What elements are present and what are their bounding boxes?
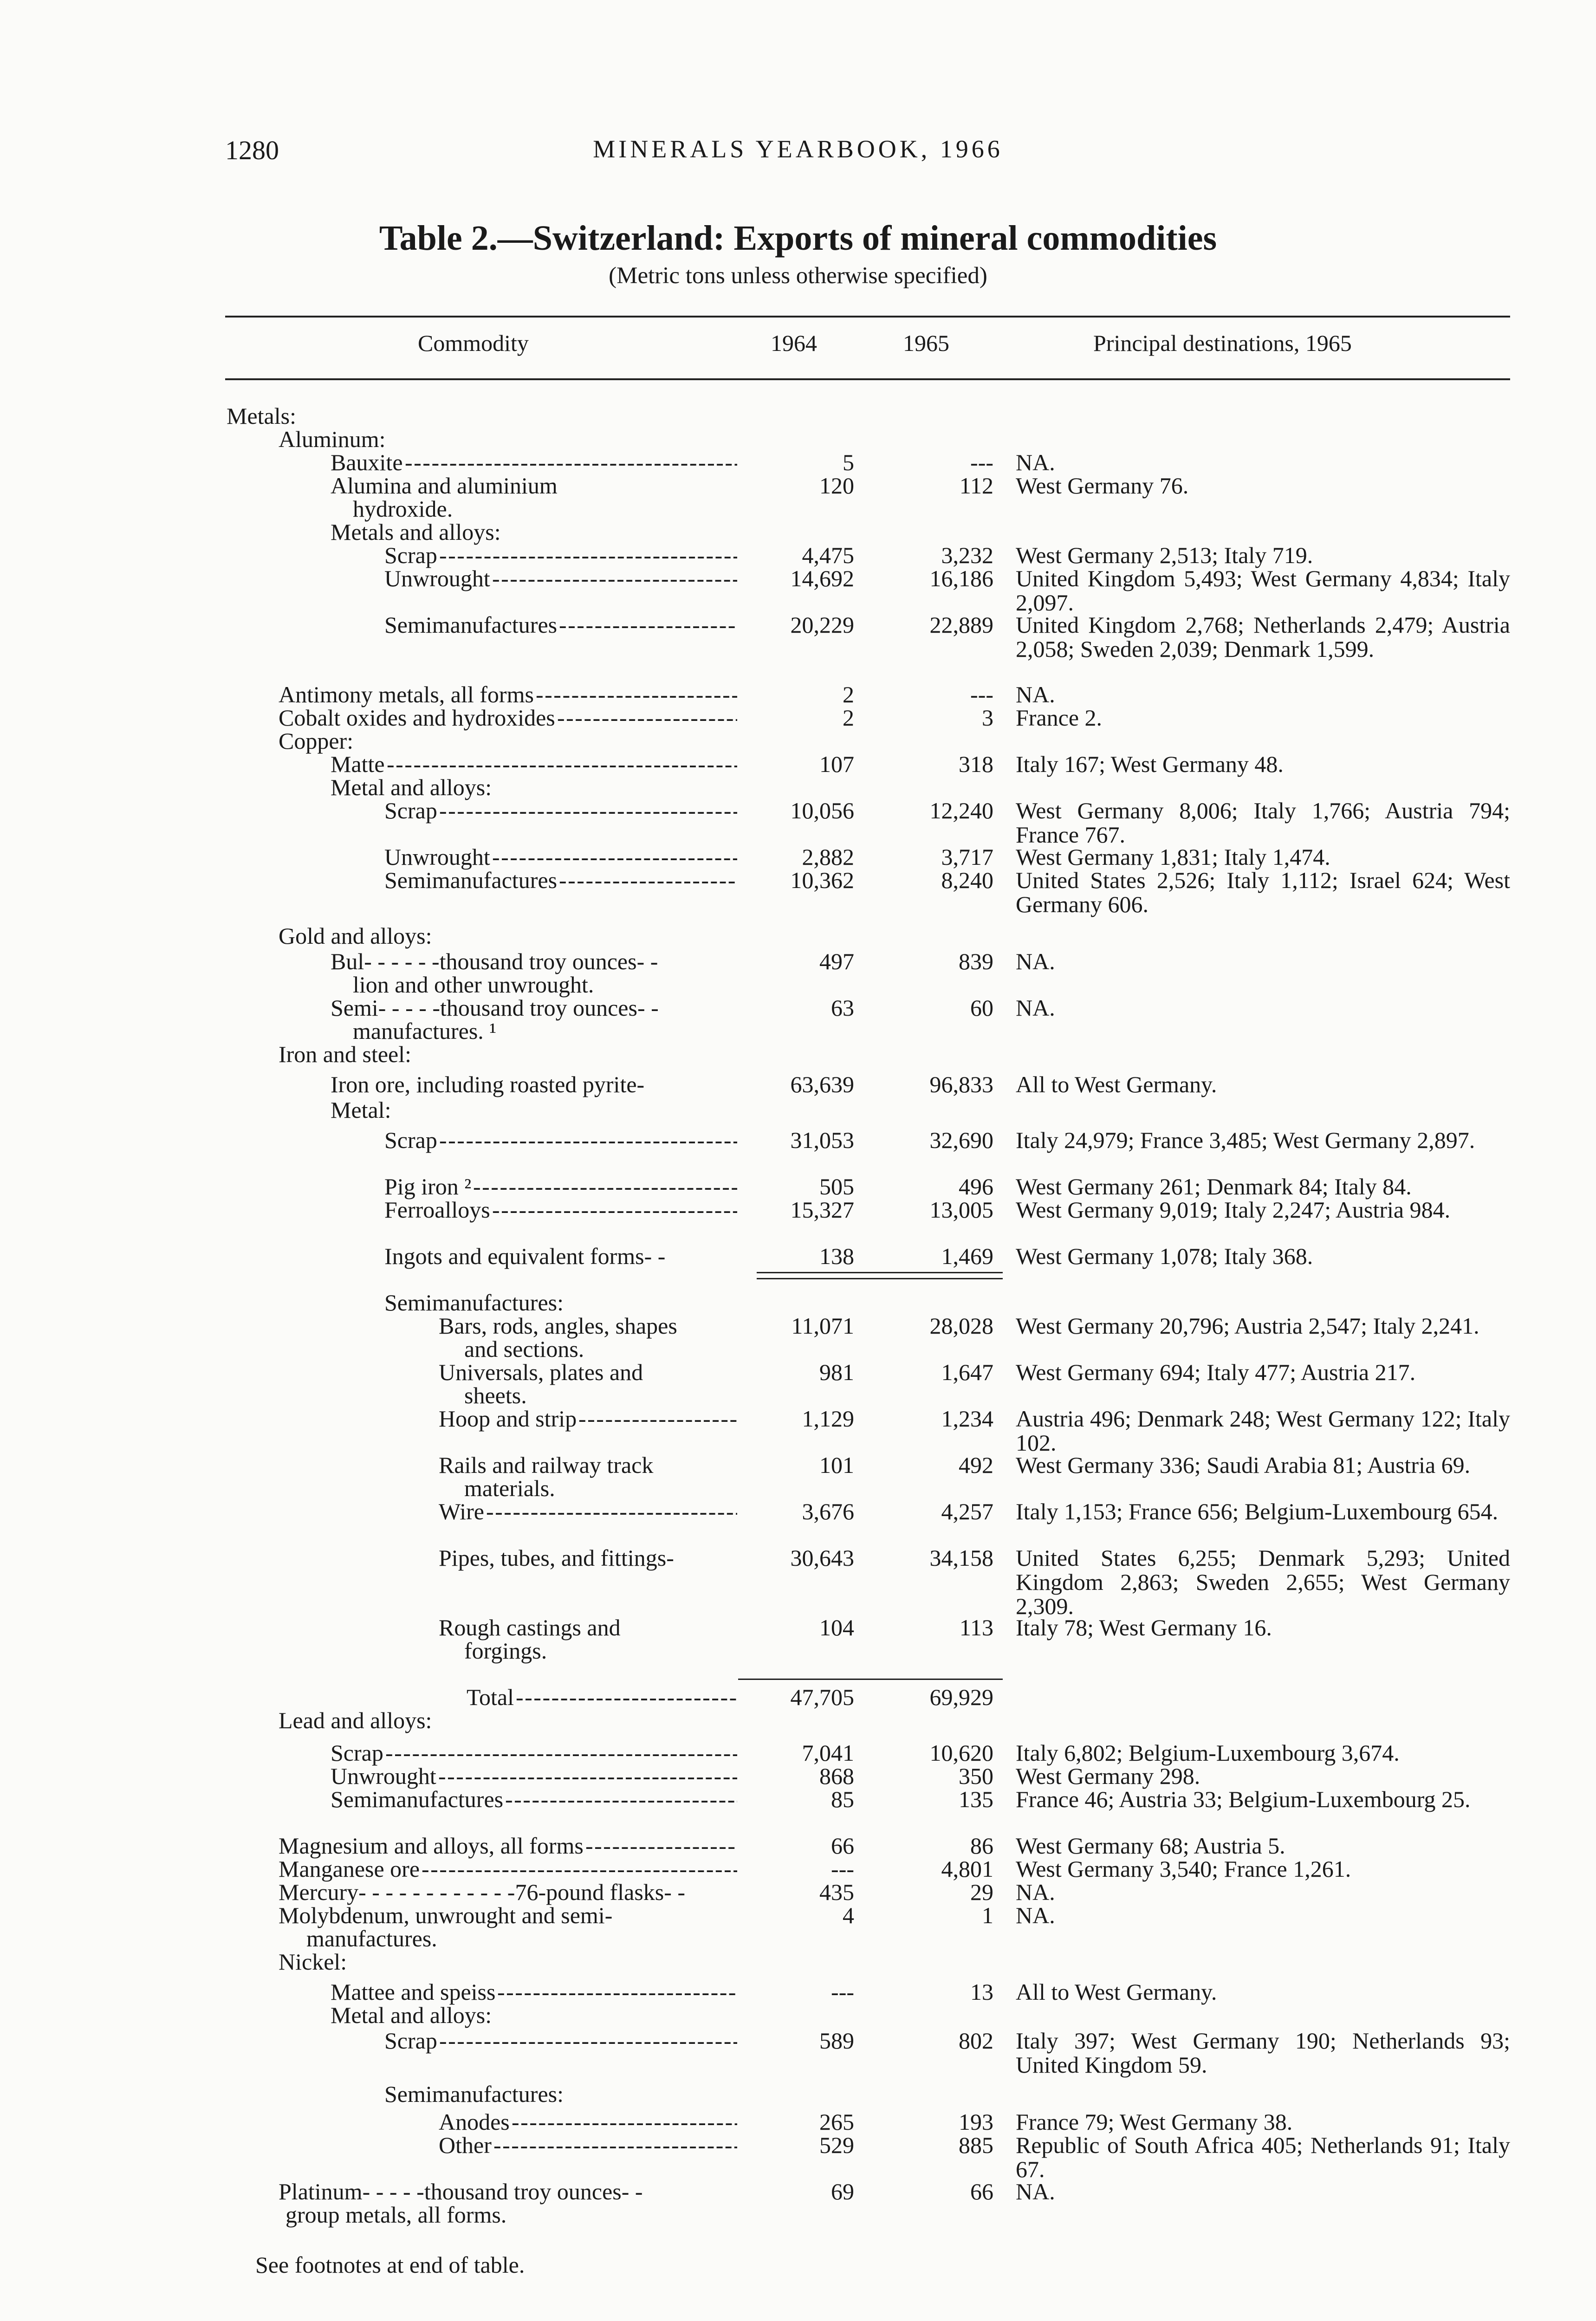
destinations-cell: Austria 496; Denmark 248; West Germany 122; Italy 102.	[1016, 1406, 1510, 1456]
table-row	[0, 797, 1596, 848]
destinations-cell: NA.	[1016, 995, 1055, 1021]
table-row	[0, 450, 1596, 474]
dot-leader	[492, 566, 737, 590]
dot-leader	[439, 1128, 737, 1152]
value-1964: 2,882	[802, 844, 854, 870]
dot-leader	[492, 1198, 737, 1222]
table-row	[0, 2203, 1596, 2227]
value-1964: 5	[843, 449, 854, 475]
destinations-cell: Italy 167; West Germany 48.	[1016, 751, 1284, 777]
destinations-cell: France 79; West Germany 38.	[1016, 2109, 1293, 2135]
destinations-cell: West Germany 8,006; Italy 1,766; Austria 794; France 767.	[1016, 797, 1510, 848]
commodity-label: forgings.	[464, 1638, 547, 1664]
commodity-label: Metals and alloys:	[331, 519, 501, 545]
commodity-label: Pipes, tubes, and fittings-	[439, 1545, 674, 1571]
value-1964: 435	[819, 1879, 854, 1905]
commodity-label: Semimanufactures	[384, 612, 558, 638]
destinations-cell: Italy 6,802; Belgium-Luxembourg 3,674.	[1016, 1740, 1400, 1766]
commodity-label: Molybdenum, unwrought and semi-	[279, 1902, 613, 1928]
value-1965: 839	[959, 948, 993, 974]
commodity-label: Lead and alloys:	[279, 1707, 432, 1733]
commodity-label: Mattee and speiss	[331, 1979, 496, 2005]
destinations-cell: NA.	[1016, 681, 1055, 707]
value-1964: 107	[819, 751, 854, 777]
value-1965: 66	[970, 2178, 993, 2204]
dot-leader	[439, 798, 737, 823]
dot-leader	[385, 1741, 737, 1765]
value-1965: 1	[982, 1902, 993, 1928]
dot-leader	[438, 1764, 737, 1788]
running-title: MINERALS YEARBOOK, 1966	[593, 135, 1003, 163]
value-1965: 8,240	[941, 867, 993, 893]
commodity-label: Ferroalloys	[384, 1197, 490, 1223]
value-1965: 1,647	[941, 1359, 993, 1385]
footnote-reference: See footnotes at end of table.	[255, 2252, 525, 2278]
destinations-cell: Italy 397; West Germany 190; Netherlands 93; United Kingdom 59.	[1016, 2028, 1510, 2078]
value-1964: 1,129	[802, 1406, 854, 1432]
dot-leader	[486, 1499, 737, 1524]
value-1964: 589	[819, 2028, 854, 2054]
commodity-label: Platinum- - - - -thousand troy ounces- -	[279, 2178, 643, 2204]
table-row	[0, 1857, 1596, 1881]
value-1964: ---	[831, 1979, 854, 2005]
ingots-sum-rule	[757, 1272, 1003, 1273]
commodity-label: Rough castings and	[439, 1614, 621, 1640]
table-row	[0, 867, 1596, 917]
value-1964: 497	[819, 948, 854, 974]
commodity-label: and sections.	[464, 1336, 584, 1362]
value-1965: 60	[970, 995, 993, 1021]
commodity-label: group metals, all forms.	[285, 2202, 507, 2228]
commodity-label: Nickel:	[279, 1949, 347, 1975]
destinations-cell: All to West Germany.	[1016, 1071, 1217, 1097]
value-1965: 802	[959, 2028, 993, 2054]
table-row	[0, 2179, 1596, 2204]
table-row	[0, 2003, 1596, 2027]
value-1965: 13	[970, 1979, 993, 2005]
ingots-sum-rule-double	[757, 1278, 1003, 1279]
table-row	[0, 1685, 1596, 1709]
table-row	[0, 1880, 1596, 1904]
value-1965: 4,801	[941, 1856, 993, 1882]
value-1964: 2	[843, 681, 854, 707]
commodity-label: Semimanufactures:	[384, 2081, 564, 2107]
value-1965: 4,257	[941, 1498, 993, 1524]
destinations-cell: West Germany 694; Italy 477; Austria 217.	[1016, 1359, 1416, 1385]
commodity-label: Ingots and equivalent forms- -	[384, 1243, 666, 1269]
value-1965: 3,232	[941, 542, 993, 568]
commodity-label: Aluminum:	[279, 426, 386, 452]
destinations-cell: All to West Germany.	[1016, 1979, 1217, 2005]
destinations-cell: NA.	[1016, 449, 1055, 475]
table-top-rule	[225, 316, 1510, 318]
table-row	[0, 924, 1596, 948]
dot-leader	[559, 868, 737, 892]
destinations-cell: Italy 24,979; France 3,485; West Germany 2,897.	[1016, 1127, 1475, 1153]
value-1964: 529	[819, 2132, 854, 2158]
value-1964: 10,362	[790, 867, 854, 893]
column-header-commodity: Commodity	[418, 330, 529, 356]
table-row	[0, 1476, 1596, 1500]
commodity-label: Unwrought	[384, 565, 490, 591]
destinations-cell: West Germany 2,513; Italy 719.	[1016, 542, 1313, 568]
value-1965: 492	[959, 1452, 993, 1478]
value-1964: 3,676	[802, 1498, 854, 1524]
value-1965: ---	[970, 681, 993, 707]
commodity-label: Semimanufactures	[384, 867, 558, 893]
value-1965: 350	[959, 1763, 993, 1789]
commodity-label: Scrap	[384, 2028, 437, 2054]
dot-leader	[439, 543, 737, 567]
destinations-cell: Italy 78; West Germany 16.	[1016, 1614, 1272, 1640]
table-row	[0, 972, 1596, 997]
commodity-label: Copper:	[279, 728, 354, 754]
table-row	[0, 682, 1596, 707]
dot-leader	[422, 1857, 737, 1881]
table-row	[0, 404, 1596, 428]
value-1964: 104	[819, 1614, 854, 1640]
value-1964: 20,229	[790, 612, 854, 638]
commodity-label: Bars, rods, angles, shapes	[439, 1313, 677, 1339]
table-row	[0, 1764, 1596, 1788]
destinations-cell: West Germany 261; Denmark 84; Italy 84.	[1016, 1173, 1412, 1199]
value-1965: 96,833	[929, 1071, 993, 1097]
value-1965: 10,620	[929, 1740, 993, 1766]
value-1965: 1,469	[941, 1243, 993, 1269]
value-1965: 28,028	[929, 1313, 993, 1339]
commodity-label: Semimanufactures	[331, 1786, 504, 1812]
table-row	[0, 1639, 1596, 1663]
commodity-label: manufactures.	[306, 1926, 437, 1951]
column-header-destinations: Principal destinations, 1965	[1093, 330, 1352, 356]
destinations-cell: France 46; Austria 33; Belgium-Luxembourg 25.	[1016, 1786, 1471, 1812]
table-row	[0, 543, 1596, 567]
value-1965: 135	[959, 1786, 993, 1812]
table-row	[0, 1128, 1596, 1152]
value-1964: 981	[819, 1359, 854, 1385]
destinations-cell: NA.	[1016, 1879, 1055, 1905]
dot-leader	[559, 613, 737, 637]
table-row	[0, 2082, 1596, 2106]
commodity-label: Semi- - - - -thousand troy ounces- -	[331, 995, 659, 1021]
destinations-cell: United States 6,255; Denmark 5,293; United Kingdom 2,863; Sweden 2,655; West Germany 2,309.	[1016, 1545, 1510, 1619]
value-1964: 63	[831, 995, 854, 1021]
commodity-label: hydroxide.	[353, 496, 453, 522]
table-row	[0, 1903, 1596, 1927]
destinations-cell: United Kingdom 2,768; Netherlands 2,479; Austria 2,058; Sweden 2,039; Denmark 1,599.	[1016, 612, 1510, 662]
value-1964: 2	[843, 705, 854, 731]
value-1964: 69	[831, 2178, 854, 2204]
table-row	[0, 1926, 1596, 1951]
value-1964: 4	[843, 1902, 854, 1928]
value-1964: 4,475	[802, 542, 854, 568]
value-1965: 32,690	[929, 1127, 993, 1153]
table-row	[0, 1174, 1596, 1199]
dot-leader	[578, 1407, 737, 1431]
table-row	[0, 1198, 1596, 1222]
table-row	[0, 1708, 1596, 1732]
value-1965: 113	[959, 1614, 993, 1640]
destinations-cell: West Germany 1,078; Italy 368.	[1016, 1243, 1313, 1269]
value-1964: 120	[819, 473, 854, 499]
destinations-cell: United States 2,526; Italy 1,112; Israel 624; West Germany 606.	[1016, 867, 1510, 917]
commodity-label: Rails and railway track	[439, 1452, 654, 1478]
value-1964: 63,639	[790, 1071, 854, 1097]
table-row	[0, 1019, 1596, 1043]
commodity-label: Scrap	[384, 1127, 437, 1153]
table-row	[0, 427, 1596, 451]
value-1964: 7,041	[802, 1740, 854, 1766]
table-row	[0, 1337, 1596, 1361]
page-number: 1280	[225, 135, 279, 165]
dot-leader	[439, 2029, 737, 2053]
destinations-cell: France 2.	[1016, 705, 1103, 731]
value-1965: 12,240	[929, 797, 993, 823]
commodity-label: Hoop and strip	[439, 1406, 577, 1432]
commodity-label: Bul- - - - - -thousand troy ounces- -	[331, 948, 658, 974]
dot-leader	[557, 706, 737, 730]
table-row	[0, 845, 1596, 869]
value-1964: 138	[819, 1243, 854, 1269]
table-row	[0, 1615, 1596, 1640]
commodity-label: Unwrought	[331, 1763, 436, 1789]
destinations-cell: West Germany 336; Saudi Arabia 81; Austria 69.	[1016, 1452, 1471, 1478]
value-1964: ---	[831, 1856, 854, 1882]
value-1965: 112	[959, 473, 993, 499]
table-row	[0, 1098, 1596, 1122]
value-1964: 15,327	[790, 1197, 854, 1223]
commodity-label: Bauxite	[331, 449, 403, 475]
table-row	[0, 1980, 1596, 2004]
table-row	[0, 729, 1596, 753]
value-1964: 868	[819, 1763, 854, 1789]
table-row	[0, 1834, 1596, 1858]
value-1965: 69,929	[929, 1684, 993, 1710]
value-1965: 193	[959, 2109, 993, 2135]
dot-leader	[405, 450, 737, 474]
commodity-label: Scrap	[331, 1740, 383, 1766]
table-row	[0, 752, 1596, 776]
table-row	[0, 612, 1596, 662]
table-row	[0, 2028, 1596, 2078]
destinations-cell: NA.	[1016, 2178, 1055, 2204]
commodity-label: Gold and alloys:	[279, 923, 432, 949]
value-1965: 13,005	[929, 1197, 993, 1223]
value-1965: 34,158	[929, 1545, 993, 1571]
commodity-label: Semimanufactures:	[384, 1290, 564, 1316]
value-1965: 29	[970, 1879, 993, 1905]
commodity-label: Metal and alloys:	[331, 2002, 492, 2028]
value-1965: 22,889	[929, 612, 993, 638]
dot-leader	[497, 1980, 737, 2004]
dot-leader	[387, 752, 737, 776]
commodity-label: Antimony metals, all forms	[279, 681, 534, 707]
table-row	[0, 1787, 1596, 1811]
destinations-cell: Italy 1,153; France 656; Belgium-Luxembourg 654.	[1016, 1498, 1499, 1524]
table-row	[0, 1042, 1596, 1066]
destinations-cell: West Germany 1,831; Italy 1,474.	[1016, 844, 1330, 870]
commodity-label: Wire	[439, 1498, 484, 1524]
commodity-label: Manganese ore	[279, 1856, 420, 1882]
destinations-cell: West Germany 3,540; France 1,261.	[1016, 1856, 1351, 1882]
dot-leader	[505, 1787, 737, 1811]
value-1964: 101	[819, 1452, 854, 1478]
dot-leader	[585, 1834, 737, 1858]
table-row	[0, 1290, 1596, 1315]
table-row	[0, 1453, 1596, 1477]
table-row	[0, 2110, 1596, 2134]
value-1965: 86	[970, 1833, 993, 1859]
table-row	[0, 1406, 1596, 1456]
commodity-label: Scrap	[384, 542, 437, 568]
commodity-label: Pig iron ²	[384, 1173, 472, 1199]
table-title: Table 2.—Switzerland: Exports of mineral commodities	[379, 219, 1217, 258]
value-1965: 318	[959, 751, 993, 777]
commodity-label: Iron and steel:	[279, 1041, 412, 1067]
table-row	[0, 1314, 1596, 1338]
table-row	[0, 1545, 1596, 1619]
commodity-label: Other	[439, 2132, 492, 2158]
value-1964: 10,056	[790, 797, 854, 823]
destinations-cell: West Germany 20,796; Austria 2,547; Italy 2,241.	[1016, 1313, 1479, 1339]
table-row	[0, 1741, 1596, 1765]
table-row	[0, 996, 1596, 1020]
value-1965: 496	[959, 1173, 993, 1199]
value-1965: 885	[959, 2132, 993, 2158]
value-1965: 16,186	[929, 565, 993, 591]
commodity-label: Universals, plates and	[439, 1359, 643, 1385]
destinations-cell: United Kingdom 5,493; West Germany 4,834; Italy 2,097.	[1016, 565, 1510, 616]
value-1965: 3	[982, 705, 993, 731]
commodity-label: Mercury- - - - - - - - - - - -76-pound flasks- -	[279, 1879, 686, 1905]
value-1965: 3,717	[941, 844, 993, 870]
destinations-cell: West Germany 9,019; Italy 2,247; Austria 984.	[1016, 1197, 1451, 1223]
destinations-cell: NA.	[1016, 948, 1055, 974]
destinations-cell: NA.	[1016, 1902, 1055, 1928]
value-1964: 14,692	[790, 565, 854, 591]
table-row	[0, 565, 1596, 616]
table-row	[0, 949, 1596, 973]
table-header-rule	[225, 378, 1510, 380]
commodity-label: Total	[467, 1684, 514, 1710]
value-1964: 85	[831, 1786, 854, 1812]
commodity-label: Metal and alloys:	[331, 774, 492, 800]
commodity-label: Matte	[331, 751, 385, 777]
destinations-cell: West Germany 76.	[1016, 473, 1189, 499]
table-row	[0, 1072, 1596, 1096]
commodity-label: sheets.	[464, 1382, 527, 1408]
value-1965: ---	[970, 449, 993, 475]
dot-leader	[492, 845, 737, 869]
table-row	[0, 497, 1596, 521]
dot-leader	[493, 2133, 737, 2157]
commodity-label: Iron ore, including roasted pyrite-	[331, 1071, 645, 1097]
value-1965: 1,234	[941, 1406, 993, 1432]
destinations-cell: West Germany 68; Austria 5.	[1016, 1833, 1285, 1859]
table-row	[0, 1499, 1596, 1524]
column-header-1964: 1964	[771, 330, 817, 356]
table-row	[0, 775, 1596, 799]
table-subtitle: (Metric tons unless otherwise specified)	[609, 263, 987, 289]
commodity-label: Metal:	[331, 1097, 391, 1123]
table-row	[0, 520, 1596, 544]
value-1964: 30,643	[790, 1545, 854, 1571]
destinations-cell: Republic of South Africa 405; Netherlands 91; Italy 67.	[1016, 2132, 1510, 2182]
commodity-label: Anodes	[439, 2109, 510, 2135]
table-row	[0, 2132, 1596, 2182]
value-1964: 47,705	[790, 1684, 854, 1710]
table-row	[0, 1360, 1596, 1384]
commodity-label: Cobalt oxides and hydroxides	[279, 705, 555, 731]
commodity-label: Unwrought	[384, 844, 490, 870]
commodity-label: lion and other unwrought.	[353, 972, 594, 998]
total-sum-rule	[738, 1679, 1003, 1680]
commodity-label: Magnesium and alloys, all forms	[279, 1833, 584, 1859]
column-header-1965: 1965	[903, 330, 949, 356]
destinations-cell: West Germany 298.	[1016, 1763, 1200, 1789]
value-1964: 31,053	[790, 1127, 854, 1153]
table-row	[0, 1383, 1596, 1407]
value-1964: 505	[819, 1173, 854, 1199]
dot-leader	[536, 682, 737, 707]
table-row	[0, 706, 1596, 730]
value-1964: 11,071	[791, 1313, 854, 1339]
commodity-label: Alumina and aluminium	[331, 473, 558, 499]
table-row	[0, 473, 1596, 498]
dot-leader	[473, 1174, 737, 1199]
value-1964: 66	[831, 1833, 854, 1859]
table-row	[0, 1950, 1596, 1974]
commodity-label: manufactures. ¹	[353, 1018, 497, 1044]
value-1964: 265	[819, 2109, 854, 2135]
dot-leader	[516, 1685, 737, 1709]
commodity-label: Metals:	[227, 403, 296, 429]
table-row	[0, 1244, 1596, 1268]
dot-leader	[512, 2110, 737, 2134]
commodity-label: Scrap	[384, 797, 437, 823]
commodity-label: materials.	[464, 1475, 555, 1501]
